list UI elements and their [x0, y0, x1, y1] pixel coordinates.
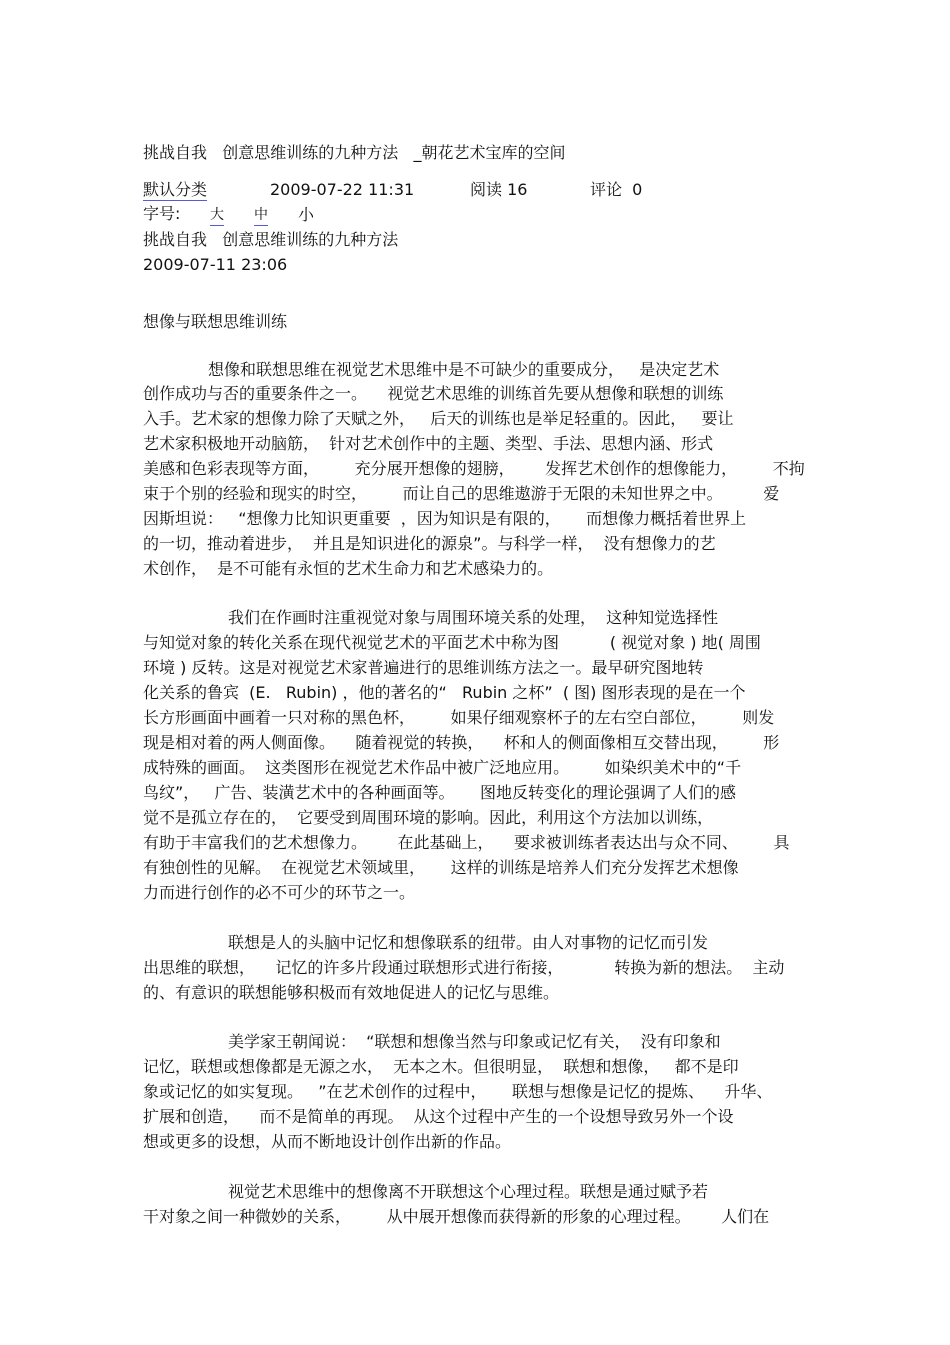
font-size-medium-link[interactable]: 中 [254, 205, 268, 226]
text-line: 记忆，联想或想像都是无源之水， 无本之木。但很明显， 联想和想像， 都不是印 [143, 1057, 739, 1076]
text-line: 艺术家积极地开动脑筋， 针对艺术创作中的主题、类型、手法、思想内涵、形式 [143, 434, 714, 453]
text-line: 有助于丰富我们的艺术想像力。 在此基础上， 要求被训练者表达出与众不同、 具 [143, 833, 790, 852]
text-line: 象或记忆的如实复现。 ”在艺术创作的过程中， 联想与想像是记忆的提炼、 升华、 [143, 1082, 773, 1101]
read-count: 阅读 16 [470, 180, 528, 199]
text-line: 环境 ) 反转。这是对视觉艺术家普遍进行的思维训练方法之一。最早研究图地转 [143, 658, 704, 677]
text-line: 视觉艺术思维中的想像离不开联想这个心理过程。联想是通过赋予若 [228, 1182, 709, 1201]
text-line: 现是相对着的两人侧面像。 随着视觉的转换， 杯和人的侧面像相互交替出现， 形 [143, 733, 780, 752]
text-line: 的、有意识的联想能够积极而有效地促进人的记忆与思维。 [143, 983, 560, 1002]
text-line: 束于个别的经验和现实的时空， 而让自己的思维遨游于无限的未知世界之中。 爱 [143, 484, 780, 503]
text-line: 成特殊的画面。 这类图形在视觉艺术作品中被广泛地应用。 如染织美术中的“千 [143, 758, 742, 777]
section-heading: 想像与联想思维训练 [143, 312, 288, 331]
text-line: 力而进行创作的必不可少的环节之一。 [143, 883, 416, 902]
text-line: 鸟纹”， 广告、装潢艺术中的各种画面等。 图地反转变化的理论强调了人们的感 [143, 783, 736, 802]
text-line: 美感和色彩表现等方面， 充分展开想像的翅膀， 发挥艺术创作的想像能力， 不拘 [143, 459, 805, 478]
category-link[interactable]: 默认分类 [143, 180, 208, 199]
font-size-small-option[interactable]: 小 [298, 205, 315, 224]
text-line: 美学家王朝闻说： “联想和想像当然与印象或记忆有关， 没有印象和 [228, 1032, 721, 1051]
article-date: 2009-07-11 23:06 [143, 255, 288, 274]
text-line: 长方形画面中画着一只对称的黑色杯， 如果仔细观察杯子的左右空白部位， 则发 [143, 708, 775, 727]
text-line: 出思维的联想， 记忆的许多片段通过联想形式进行衔接， 转换为新的想法。 主动 [143, 958, 785, 977]
text-line: 因斯坦说： “想像力比知识更重要 ，因为知识是有限的， 而想像力概括着世界上 [143, 509, 747, 528]
text-line: 我们在作画时注重视觉对象与周围环境关系的处理， 这种知觉选择性 [228, 608, 719, 627]
post-datetime: 2009-07-22 11:31 [270, 180, 415, 199]
text-line: 的一切，推动着进步， 并且是知识进化的源泉”。与科学一样， 没有想像力的艺 [143, 534, 716, 553]
text-line: 想像和联想思维在视觉艺术思维中是不可缺少的重要成分， 是决定艺术 [208, 360, 720, 379]
font-size-label: 字号: [143, 204, 181, 223]
text-line: 术创作， 是不可能有永恒的艺术生命力和艺术感染力的。 [143, 559, 554, 578]
font-size-large-link[interactable]: 大 [210, 205, 224, 226]
text-line: 与知觉对象的转化关系在现代视觉艺术的平面艺术中称为图 ( 视觉对象 ) 地( 周围 [143, 633, 761, 652]
comment-count: 评论 0 [590, 180, 643, 199]
text-line: 觉不是孤立存在的， 它要受到周围环境的影响。因此，利用这个方法加以训练， [143, 808, 714, 827]
article-subtitle: 挑战自我 创意思维训练的九种方法 [143, 230, 399, 249]
text-line: 想或更多的设想，从而不断地设计创作出新的作品。 [143, 1132, 512, 1151]
text-line: 入手。艺术家的想像力除了天赋之外， 后天的训练也是举足轻重的。因此， 要让 [143, 409, 734, 428]
text-line: 化关系的鲁宾 (E. Rubin) ，他的著名的“ Rubin 之杯” ( 图) 图形表现的是在一个 [143, 683, 746, 702]
text-line: 联想是人的头脑中记忆和想像联系的纽带。由人对事物的记忆而引发 [228, 933, 709, 952]
text-line: 有独创性的见解。 在视觉艺术领域里， 这样的训练是培养人们充分发挥艺术想像 [143, 858, 739, 877]
text-line: 创作成功与否的重要条件之一。 视觉艺术思维的训练首先要从想像和联想的训练 [143, 384, 724, 403]
text-line: 扩展和创造， 而不是简单的再现。 从这个过程中产生的一个设想导致另外一个设 [143, 1107, 734, 1126]
page-title: 挑战自我 创意思维训练的九种方法 _朝花艺术宝库的空间 [143, 143, 566, 162]
text-line: 干对象之间一种微妙的关系， 从中展开想像而获得新的形象的心理过程。 人们在 [143, 1207, 770, 1226]
